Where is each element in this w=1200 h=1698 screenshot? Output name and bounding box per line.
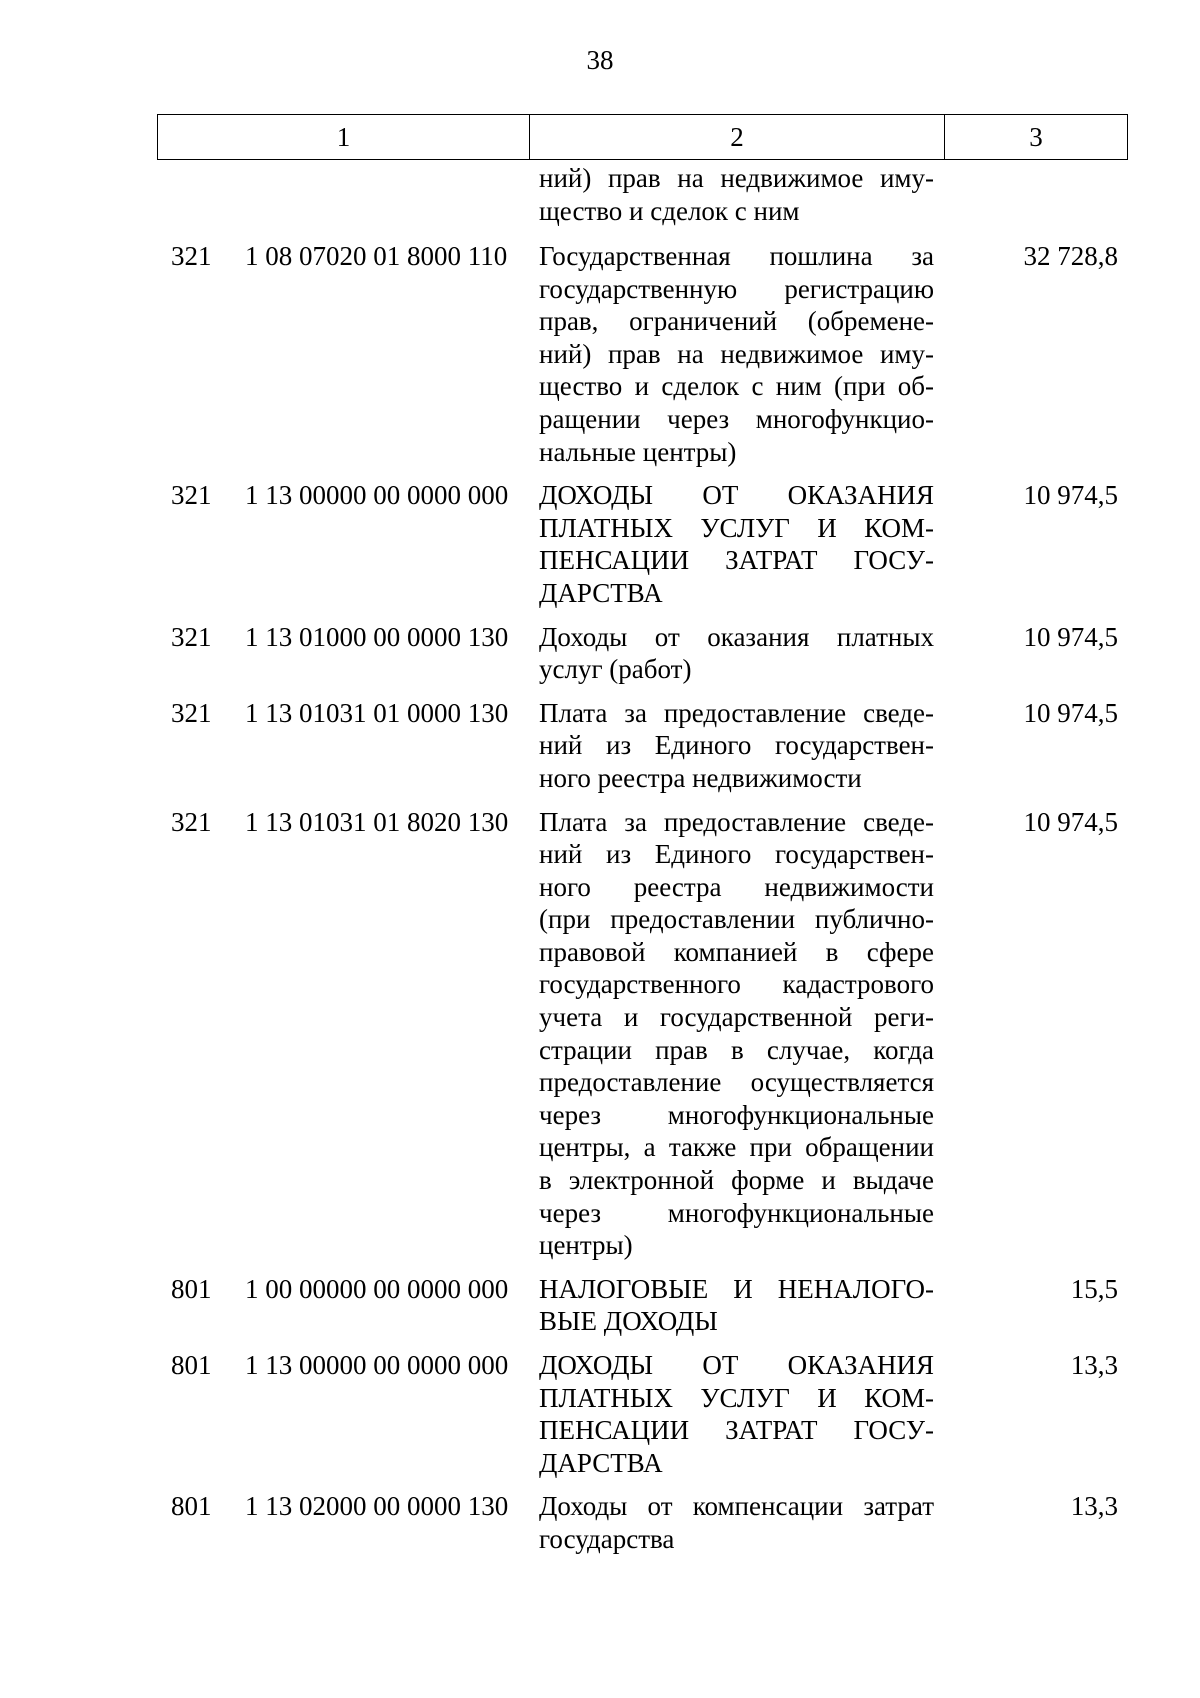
- table-row: [0, 806, 1200, 1262]
- budget-code: 1 13 02000 00 0000 130: [245, 1491, 509, 1522]
- name-line: Плата за предоставление сведе-: [539, 806, 934, 837]
- name-line: нальные центры): [539, 436, 737, 467]
- name-line: центры, а также при обращении: [539, 1132, 934, 1163]
- table-row: [0, 697, 1200, 795]
- budget-code: 1 13 01000 00 0000 130: [245, 621, 509, 652]
- revenue-name: [539, 240, 934, 468]
- name-line: (при предоставлении публично-: [539, 904, 934, 935]
- revenue-name: [539, 479, 934, 609]
- amount: 13,3: [1070, 1491, 1118, 1522]
- name-line: Доходы от компенсации затрат: [539, 1491, 934, 1522]
- budget-code: 1 08 07020 01 8000 110: [245, 241, 508, 271]
- name-line: услуг (работ): [539, 654, 692, 685]
- name-line: ПЕНСАЦИИ ЗАТРАТ ГОСУ-: [539, 545, 934, 576]
- name-line: ращении через многофункцио-: [539, 403, 934, 434]
- admin-code: 321: [171, 621, 212, 652]
- revenue-name: [539, 1490, 934, 1555]
- name-line: государственную регистрацию: [539, 273, 934, 304]
- amount: 10 974,5: [1023, 480, 1118, 511]
- page-number: 38: [586, 45, 614, 75]
- name-line: предоставление осуществляется: [539, 1067, 934, 1098]
- header-col-2: 2: [530, 115, 945, 159]
- name-line: ВЫЕ ДОХОДЫ: [539, 1306, 718, 1337]
- name-line: ного реестра недвижимости: [539, 871, 934, 902]
- amount: 10 974,5: [1023, 697, 1118, 728]
- admin-code: 321: [171, 806, 212, 837]
- amount: 13,3: [1070, 1350, 1118, 1380]
- amount: 10 974,5: [1023, 806, 1118, 837]
- table-body: [0, 162, 1200, 1556]
- admin-code: 321: [171, 697, 212, 728]
- name-line: страции прав в случае, когда: [539, 1034, 934, 1065]
- name-line: учета и государственной реги-: [539, 1002, 934, 1033]
- admin-code: 801: [171, 1273, 212, 1304]
- name-line: НАЛОГОВЫЕ И НЕНАЛОГО-: [539, 1273, 934, 1304]
- name-line: ДОХОДЫ ОТ ОКАЗАНИЯ: [539, 480, 934, 511]
- name-line: государственного кадастрового: [539, 969, 934, 1000]
- revenue-name: [539, 162, 934, 227]
- name-line: правовой компанией в сфере: [539, 936, 934, 967]
- name-line: государства: [539, 1523, 675, 1554]
- name-line: через многофункциональные: [539, 1197, 934, 1228]
- table-row: [0, 162, 1200, 226]
- name-line: через многофункциональные: [539, 1099, 934, 1130]
- name-line: прав, ограничений (обремене-: [539, 306, 934, 337]
- admin-code: 801: [171, 1350, 212, 1380]
- name-line: Плата за предоставление сведе-: [539, 697, 934, 728]
- revenue-name: [539, 1349, 934, 1479]
- header-col-3: 3: [1029, 122, 1043, 152]
- name-line: ний из Единого государствен-: [539, 730, 934, 761]
- name-line: щество и сделок с ним: [539, 195, 800, 226]
- table-row: [0, 621, 1200, 686]
- budget-code: 1 13 00000 00 0000 000: [245, 1350, 509, 1380]
- name-line: ний из Единого государствен-: [539, 839, 934, 870]
- revenue-name: [539, 621, 934, 686]
- table-header: [157, 114, 1128, 160]
- table-row: [0, 1490, 1200, 1555]
- name-line: ний) прав на недвижимое иму-: [539, 338, 934, 369]
- budget-code: 1 13 01031 01 8020 130: [245, 806, 509, 837]
- budget-code: 1 00 00000 00 0000 000: [245, 1273, 509, 1304]
- revenue-name: [539, 697, 934, 795]
- admin-code: 801: [171, 1491, 212, 1522]
- header-col-1: 1: [158, 115, 530, 159]
- admin-code: 321: [171, 241, 212, 271]
- table-row: [0, 240, 1200, 468]
- name-line: в электронной форме и выдаче: [539, 1165, 934, 1196]
- revenue-name: [539, 1273, 934, 1338]
- table-row: [0, 479, 1200, 609]
- name-line: ПЛАТНЫХ УСЛУГ И КОМ-: [539, 512, 934, 543]
- name-line: щество и сделок с ним (при об-: [539, 371, 934, 402]
- table-row: [0, 1349, 1200, 1479]
- name-line: ПЛАТНЫХ УСЛУГ И КОМ-: [539, 1382, 934, 1413]
- name-line: ного реестра недвижимости: [539, 762, 862, 793]
- name-line: ДАРСТВА: [539, 1447, 663, 1478]
- name-line: ДОХОДЫ ОТ ОКАЗАНИЯ: [539, 1350, 934, 1380]
- revenue-name: [539, 806, 934, 1262]
- name-line: ний) прав на недвижимое иму-: [539, 163, 934, 193]
- amount: 15,5: [1070, 1273, 1118, 1304]
- admin-code: 321: [171, 480, 212, 511]
- name-line: ПЕНСАЦИИ ЗАТРАТ ГОСУ-: [539, 1415, 934, 1446]
- name-line: Доходы от оказания платных: [539, 621, 934, 652]
- table-row: [0, 1273, 1200, 1338]
- name-line: центры): [539, 1230, 633, 1261]
- budget-code: 1 13 01031 01 0000 130: [245, 697, 509, 728]
- amount: 10 974,5: [1023, 621, 1118, 652]
- amount: 32 728,8: [1023, 241, 1118, 271]
- budget-code: 1 13 00000 00 0000 000: [245, 480, 509, 511]
- name-line: Государственная пошлина за: [539, 241, 934, 271]
- name-line: ДАРСТВА: [539, 577, 663, 608]
